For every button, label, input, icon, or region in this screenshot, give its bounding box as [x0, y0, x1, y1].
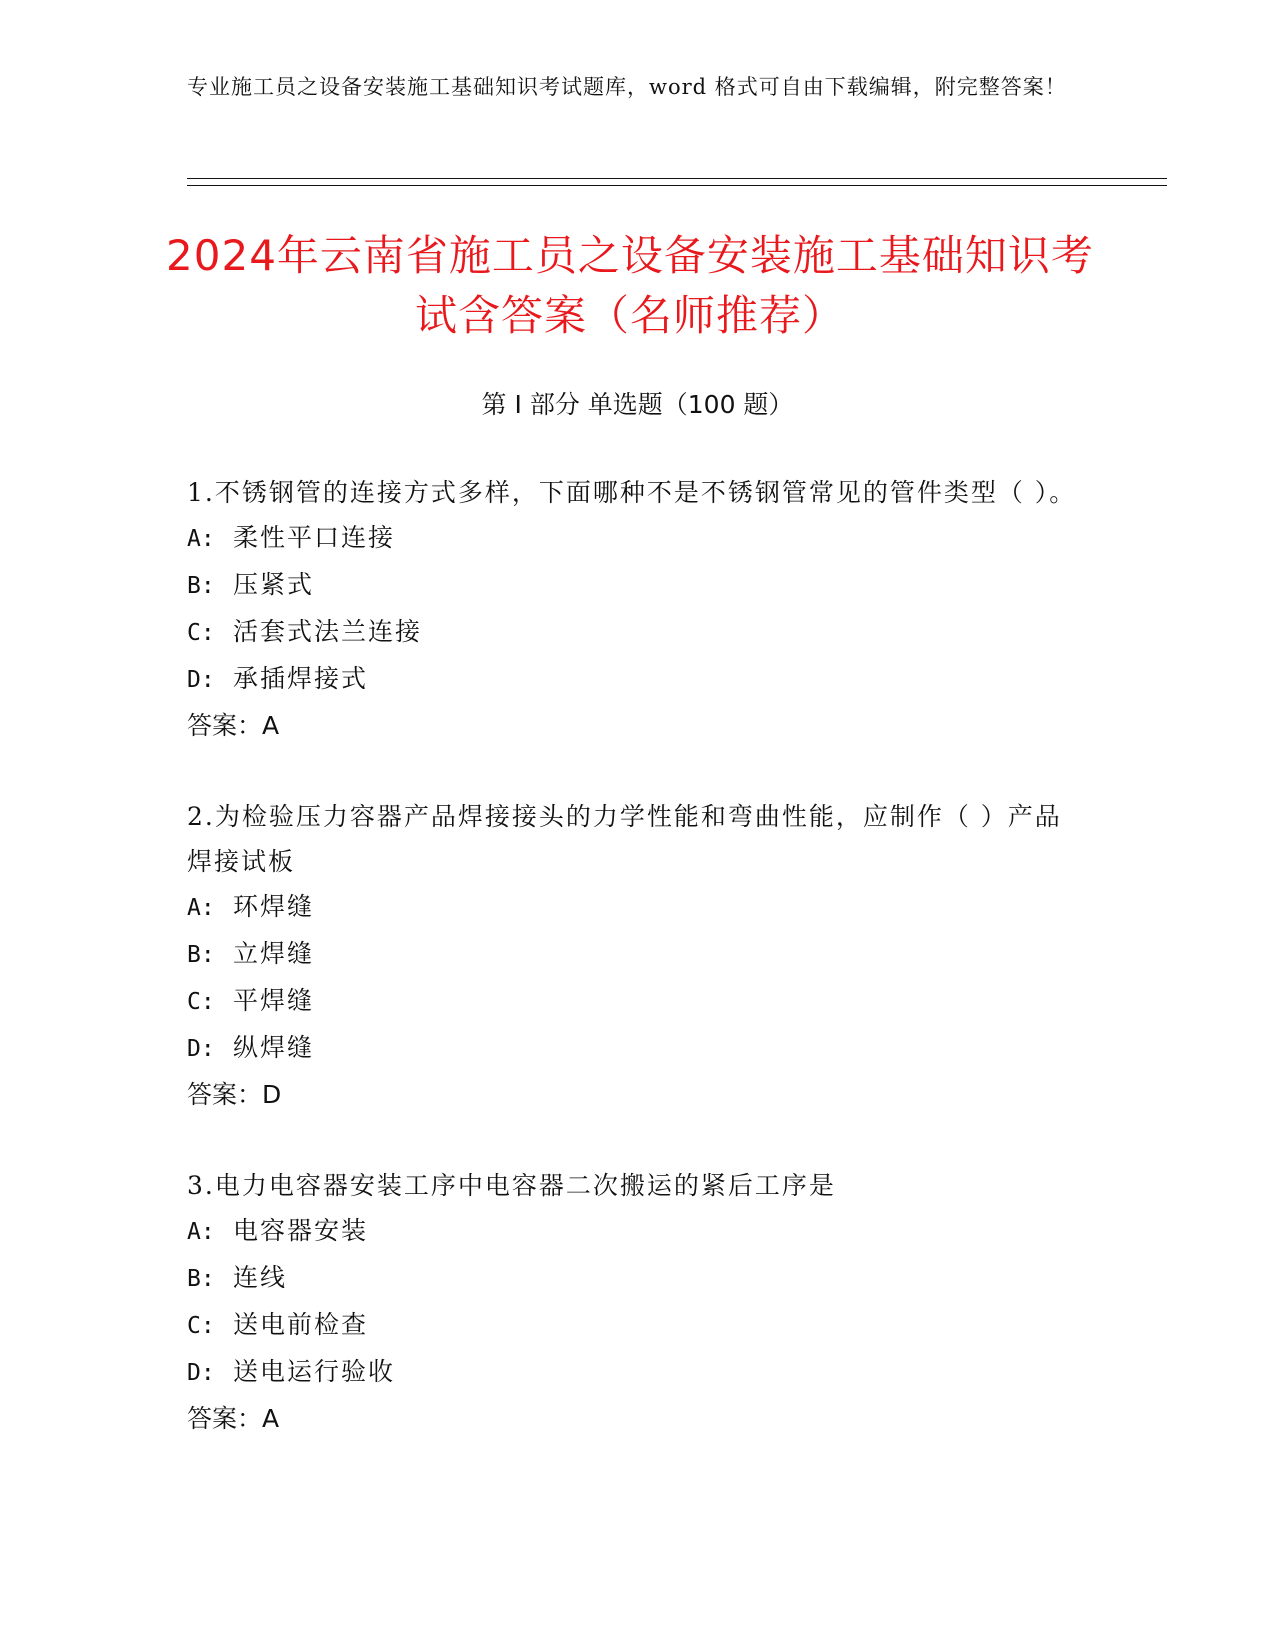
option-b — [187, 1255, 1087, 1302]
option-text: 送电前检查 — [233, 1310, 369, 1339]
option-letter: C: — [187, 620, 215, 646]
option-text: 压紧式 — [233, 570, 315, 599]
question-stem: 1.不锈钢管的连接方式多样，下面哪种不是不锈钢管常见的管件类型（ ）。 — [187, 478, 1077, 507]
option-a — [187, 515, 1087, 562]
option-text: 纵焊缝 — [233, 1033, 315, 1062]
option-letter: D: — [187, 1360, 215, 1386]
option-d — [187, 656, 1087, 703]
section-heading: 第 I 部分 单选题（100 题） — [481, 390, 794, 419]
option-text: 柔性平口连接 — [233, 523, 396, 552]
question-list — [187, 470, 1087, 1487]
option-b — [187, 562, 1087, 609]
document-title: 2024年云南省施工员之设备安装施工基础知识考试含答案（名师推荐） — [166, 231, 1094, 340]
option-d — [187, 1025, 1087, 1072]
option-c — [187, 1302, 1087, 1349]
option-text: 承插焊接式 — [233, 664, 369, 693]
option-b — [187, 931, 1087, 978]
option-letter: B: — [187, 573, 215, 599]
question-3 — [187, 1163, 1087, 1441]
option-text: 立焊缝 — [233, 939, 315, 968]
option-letter: C: — [187, 989, 215, 1015]
question-2 — [187, 794, 1087, 1117]
option-text: 电容器安装 — [233, 1216, 369, 1245]
answer-line: 答案：A — [187, 711, 280, 740]
option-letter: B: — [187, 942, 215, 968]
option-letter: A: — [187, 895, 215, 921]
question-stem: 2.为检验压力容器产品焊接接头的力学性能和弯曲性能，应制作（ ）产品焊接试板 — [187, 802, 1062, 876]
option-text: 平焊缝 — [233, 986, 315, 1015]
header-note: 专业施工员之设备安装施工基础知识考试题库，word 格式可自由下载编辑，附完整答案！ — [187, 75, 1067, 99]
option-letter: D: — [187, 1036, 215, 1062]
option-text: 送电运行验收 — [233, 1357, 396, 1386]
option-c — [187, 978, 1087, 1025]
header-divider-bottom — [187, 185, 1167, 186]
option-letter: C: — [187, 1313, 215, 1339]
option-text: 活套式法兰连接 — [233, 617, 423, 646]
question-1 — [187, 470, 1087, 748]
option-a — [187, 1208, 1087, 1255]
option-letter: B: — [187, 1266, 215, 1292]
question-stem: 3.电力电容器安装工序中电容器二次搬运的紧后工序是 — [187, 1171, 836, 1200]
header-divider-top — [187, 178, 1167, 179]
option-a — [187, 884, 1087, 931]
option-text: 连线 — [233, 1263, 288, 1292]
option-d — [187, 1349, 1087, 1396]
option-c — [187, 609, 1087, 656]
option-letter: D: — [187, 667, 215, 693]
answer-line: 答案：A — [187, 1404, 280, 1433]
option-text: 环焊缝 — [233, 892, 315, 921]
option-letter: A: — [187, 526, 215, 552]
answer-line: 答案：D — [187, 1080, 282, 1109]
option-letter: A: — [187, 1219, 215, 1245]
